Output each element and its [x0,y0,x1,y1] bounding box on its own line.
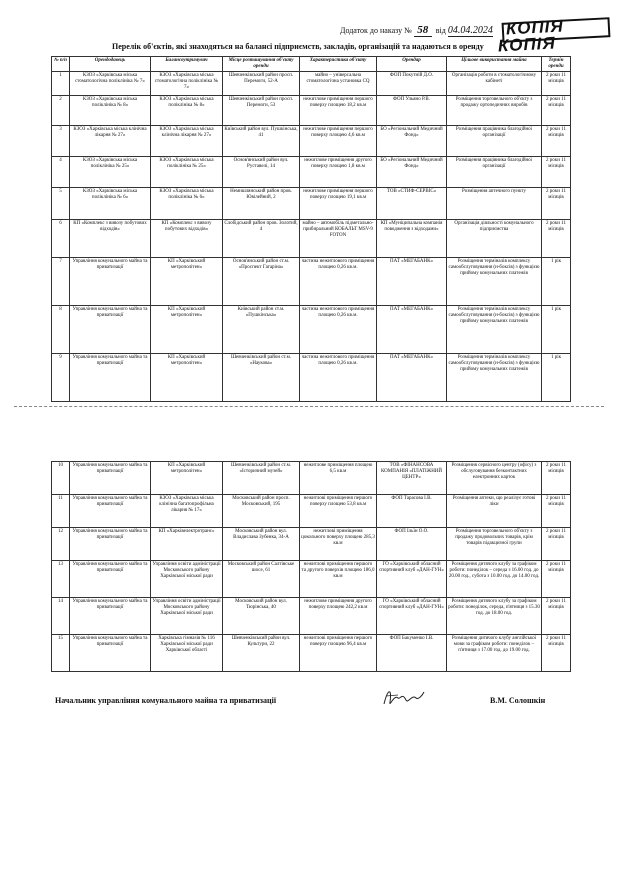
cell-balance-holder: КЗОЗ «Харківська міська стоматологічна поліклініка № 7» [151,72,223,96]
document-title: Перелік об'єктів, які знаходяться на балансі підприємств, закладів, організацій та надаються в оренду [112,42,484,51]
cell-location: Московський район просп. Московський, 195 [223,495,300,528]
cell-purpose: Розміщення аптечного пункту [447,188,542,220]
cell-balance-holder: КП «Харківський метрополітен» [151,258,223,306]
cell-characteristics: частина нежитлового приміщення площею 0,26 кв.м. [300,258,377,306]
col-term: Термін оренди [542,57,571,72]
cell-landlord: КЗОЗ «Харківська міська клінічна лікарня № 27» [70,126,151,157]
cell-balance-holder: КП «Харківський метрополітен» [151,306,223,354]
cell-landlord: Управління комунального майна та приватизації [70,495,151,528]
cell-location: Київський район ст.м. «Пушкінська» [223,306,300,354]
cell-purpose: Розміщення сервісного центру (офісу) з обслуговування безконтактних електронних карток [447,462,542,495]
cell-landlord: Управління комунального майна та приватизації [70,354,151,402]
cell-tenant: ФОП Тарасова І.В. [377,495,447,528]
cell-location: Шевченківський район просп. Перемоги, 53 [223,96,300,126]
cell-term: 2 роки 11 місяців [542,561,571,598]
cell-term: 2 роки 11 місяців [542,220,571,258]
cell-number: 5 [52,188,70,220]
cell-location: Московський район вул. Тюрінська, 40 [223,598,300,635]
cell-number: 4 [52,157,70,188]
cell-number: 14 [52,598,70,635]
cell-number: 7 [52,258,70,306]
cell-purpose: Розміщення торговельного об'єкту з продажу продовольчих товарів, крім товарів підакцизної групи [447,528,542,561]
cell-term: 1 рік [542,258,571,306]
cell-location: Київський район вул. Пушкінська, 41 [223,126,300,157]
cell-purpose: Організація роботи в стоматологічному кабінеті [447,72,542,96]
page-separator [14,406,604,407]
cell-characteristics: нежитлові приміщення першого поверху площею 53,8 кв.м [300,495,377,528]
table-row [52,495,571,528]
col-tenant: Орендар [377,57,447,72]
objects-table-part1 [51,56,571,402]
order-date: 04.04.2024 [447,25,493,36]
cell-landlord: Управління комунального майна та приватизації [70,598,151,635]
cell-landlord: Управління комунального майна та приватизації [70,462,151,495]
cell-balance-holder: КЗОЗ «Харківська міська поліклініка № 8» [151,96,223,126]
col-location: Місце розташування об'єкту оренди [223,57,300,72]
cell-landlord: КЗОЗ «Харківська міська поліклініка № 8» [70,96,151,126]
cell-term: 1 рік [542,354,571,402]
table-row [52,561,571,598]
cell-tenant: ГО «Харківський обласний спортивний клуб «ДАН-ГУН» [377,561,447,598]
table-row [52,354,571,402]
table-row [52,220,571,258]
cell-term: 2 роки 11 місяців [542,528,571,561]
signatory-name: В.М. Солошкін [490,696,546,705]
cell-purpose: Розміщення терміналів комплексу самообслуговування (н-боксів) з функцією прийому комунальних платежів [447,258,542,306]
cell-number: 12 [52,528,70,561]
cell-characteristics: нежитлове приміщення першого поверху площею 18,2 кв.м [300,96,377,126]
col-characteristics: Характеристика об'єкту [300,57,377,72]
cell-characteristics: нежитлове приміщення другого поверху площею 242,2 кв.м [300,598,377,635]
col-purpose: Цільове використання майна [447,57,542,72]
cell-landlord: КЗОЗ «Харківська міська поліклініка № 25» [70,157,151,188]
cell-purpose: Розміщення дитячого клубу за графіком роботи: понеділок, середа, п'ятниця з 15.30 год. до 18.00 год. [447,598,542,635]
col-number: № п/п [52,57,70,72]
cell-tenant: ФОП Ульяно Р.В. [377,96,447,126]
cell-purpose: Розміщення працівника благодійної організації [447,126,542,157]
cell-tenant: ТОВ «СТИФ-СЕРВІС» [377,188,447,220]
order-number: 58 [414,24,432,37]
cell-number: 10 [52,462,70,495]
cell-number: 6 [52,220,70,258]
table-header-row [52,57,571,72]
order-from: від [435,26,446,35]
cell-landlord: Управління комунального майна та приватизації [70,306,151,354]
cell-location: Шевченківський район вул. Культури, 22 [223,635,300,672]
cell-number: 11 [52,495,70,528]
cell-term: 2 роки 11 місяців [542,462,571,495]
cell-term: 2 роки 11 місяців [542,188,571,220]
cell-characteristics: майно – автомобіль підметально-прибиральний КОБАЛЬТ MSV-9 FOTON [300,220,377,258]
cell-characteristics: нежитлове приміщення площею 6,5 кв.м [300,462,377,495]
cell-balance-holder: КЗОЗ «Харківська міська клінічна багатопрофільна лікарня № 17» [151,495,223,528]
cell-characteristics: частина нежитлового приміщення площею 0,26 кв.м. [300,354,377,402]
cell-balance-holder: КП «Харківський метрополітен» [151,354,223,402]
cell-balance-holder: Управління освіти адміністрації Московського району Харківської міської ради [151,598,223,635]
cell-landlord: Управління комунального майна та приватизації [70,258,151,306]
stamp-text-bottom: КОПІЯ [497,33,557,56]
cell-characteristics: частина нежитлового приміщення площею 0,26 кв.м. [300,306,377,354]
cell-term: 2 роки 11 місяців [542,72,571,96]
signatory-position: Начальник управління комунального майна та приватизації [55,696,277,705]
cell-landlord: КЗОЗ «Харківська міська поліклініка № 6» [70,188,151,220]
cell-characteristics: нежитлове приміщення першого поверху площею 4,6 кв.м [300,126,377,157]
col-landlord: Орендодавець [70,57,151,72]
handwritten-signature [378,684,428,712]
cell-number: 13 [52,561,70,598]
cell-purpose: Розміщення терміналів комплексу самообслуговування (н-боксів) з функцією прийому комунальних платежів [447,306,542,354]
order-reference [340,24,493,37]
cell-number: 3 [52,126,70,157]
table-row [52,96,571,126]
table-row [52,635,571,672]
cell-characteristics: майно – універсальна стоматологічна установка СQ [300,72,377,96]
cell-balance-holder: КП «Комплекс з вивозу побутових відходів» [151,220,223,258]
cell-balance-holder: КП «Харківелектротранс» [151,528,223,561]
cell-tenant: БО «Регіональний Медичний Фонд» [377,126,447,157]
table-row [52,258,571,306]
cell-location: Основ'янський район ст.м. «Проспект Гагаріна» [223,258,300,306]
cell-tenant: БО «Регіональний Медичний Фонд» [377,157,447,188]
cell-term: 2 роки 11 місяців [542,635,571,672]
table-row [52,306,571,354]
cell-location: Шевченківський район ст.м. «Історичний музей» [223,462,300,495]
cell-characteristics: нежитлові приміщення цокольного поверху площею 285,3 кв.м [300,528,377,561]
cell-characteristics: нежитлове приміщення другого поверху площею 1,8 кв.м [300,157,377,188]
cell-purpose: Організація діяльності комунального підприємства [447,220,542,258]
cell-purpose: Розміщення працівника благодійної організації [447,157,542,188]
cell-location: Немишлянський район пров. Ювілейний, 2 [223,188,300,220]
cell-balance-holder: КЗОЗ «Харківська міська поліклініка № 25» [151,157,223,188]
cell-characteristics: нежитлові приміщення першого та другого поверхів площею 186,0 кв.м [300,561,377,598]
order-prefix: Додаток до наказу № [340,26,412,35]
cell-purpose: Розміщення терміналів комплексу самообслуговування (н-боксів) з функцією прийому комунальних платежів [447,354,542,402]
cell-location: Шевченківський район ст.м. «Наукова» [223,354,300,402]
cell-landlord: Управління комунального майна та приватизації [70,635,151,672]
cell-purpose: Розміщення дитячого клубу за графіком роботи: понеділок – середа з 16.00 год. до 20.00 год., субота з 10.00 год. до 14.00 год. [447,561,542,598]
cell-term: 2 роки 11 місяців [542,495,571,528]
cell-landlord: КЗОЗ «Харківська міська стоматологічна поліклініка № 7» [70,72,151,96]
cell-balance-holder: Управління освіти адміністрації Московського району Харківської міської ради [151,561,223,598]
cell-location: Шевченківський район просп. Перемоги, 52-А [223,72,300,96]
cell-landlord: Управління комунального майна та приватизації [70,561,151,598]
cell-characteristics: нежитлове приміщення першого поверху площею 19,1 кв.м [300,188,377,220]
cell-number: 9 [52,354,70,402]
cell-number: 15 [52,635,70,672]
cell-balance-holder: КП «Харківський метрополітен» [151,462,223,495]
cell-tenant: ФОП Бакуменко І.В. [377,635,447,672]
cell-tenant: ПАТ «МЕГАБАНК» [377,258,447,306]
table-row [52,188,571,220]
stamp-text-top: КОПІЯ [505,16,565,39]
table-row [52,72,571,96]
cell-location: Слобідський район пров. Золотий, 4 [223,220,300,258]
col-balance-holder: Балансоутримувач [151,57,223,72]
table-row [52,126,571,157]
cell-purpose: Розміщення аптеки, що реалізує готові ліки [447,495,542,528]
cell-tenant: ФОП Покутній Д.О. [377,72,447,96]
cell-landlord: КП «Комплекс з вивозу побутових відходів» [70,220,151,258]
cell-purpose: Розміщення дитячого клубу англійської мови за графіком роботи: понеділок – п'ятниця з 17.00 год. до 19.00 год. [447,635,542,672]
cell-balance-holder: КЗОЗ «Харківська міська клінічна лікарня № 27» [151,126,223,157]
cell-tenant: ПАТ «МЕГАБАНК» [377,354,447,402]
cell-tenant: ПАТ «МЕГАБАНК» [377,306,447,354]
table-row [52,462,571,495]
cell-purpose: Розміщення торговельного об'єкту з продажу ортопедичних виробів [447,96,542,126]
cell-term: 1 рік [542,306,571,354]
cell-number: 1 [52,72,70,96]
cell-characteristics: нежитлові приміщення першого поверху площею 96,4 кв.м [300,635,377,672]
cell-location: Основ'янський район вул. Руставелі, 14 [223,157,300,188]
table-row [52,528,571,561]
cell-term: 2 роки 11 місяців [542,96,571,126]
cell-number: 2 [52,96,70,126]
cell-balance-holder: КЗОЗ «Харківська міська поліклініка № 6» [151,188,223,220]
cell-tenant: ТОВ «ФІНАНСОВА КОМПАНІЯ «ПЛАТІЖНИЙ ЦЕНТР» [377,462,447,495]
cell-tenant: КП «Муніципальна компанія поводження з відходами» [377,220,447,258]
cell-term: 2 роки 11 місяців [542,126,571,157]
cell-term: 2 роки 11 місяців [542,598,571,635]
cell-balance-holder: Харківська гімназія № 116 Харківської міської ради Харківської області [151,635,223,672]
cell-tenant: ФОП Ільїн О.О. [377,528,447,561]
cell-landlord: Управління комунального майна та приватизації [70,528,151,561]
cell-term: 2 роки 11 місяців [542,157,571,188]
cell-tenant: ГО «Харківський обласний спортивний клуб «ДАН-ГУН» [377,598,447,635]
cell-location: Московський район Салтівське шосе, 61 [223,561,300,598]
objects-table-part2 [51,461,571,672]
table-row [52,598,571,635]
cell-number: 8 [52,306,70,354]
copy-stamp [496,18,612,54]
table-row [52,157,571,188]
cell-location: Московський район вул. Владислава Зубенка, 34-А [223,528,300,561]
